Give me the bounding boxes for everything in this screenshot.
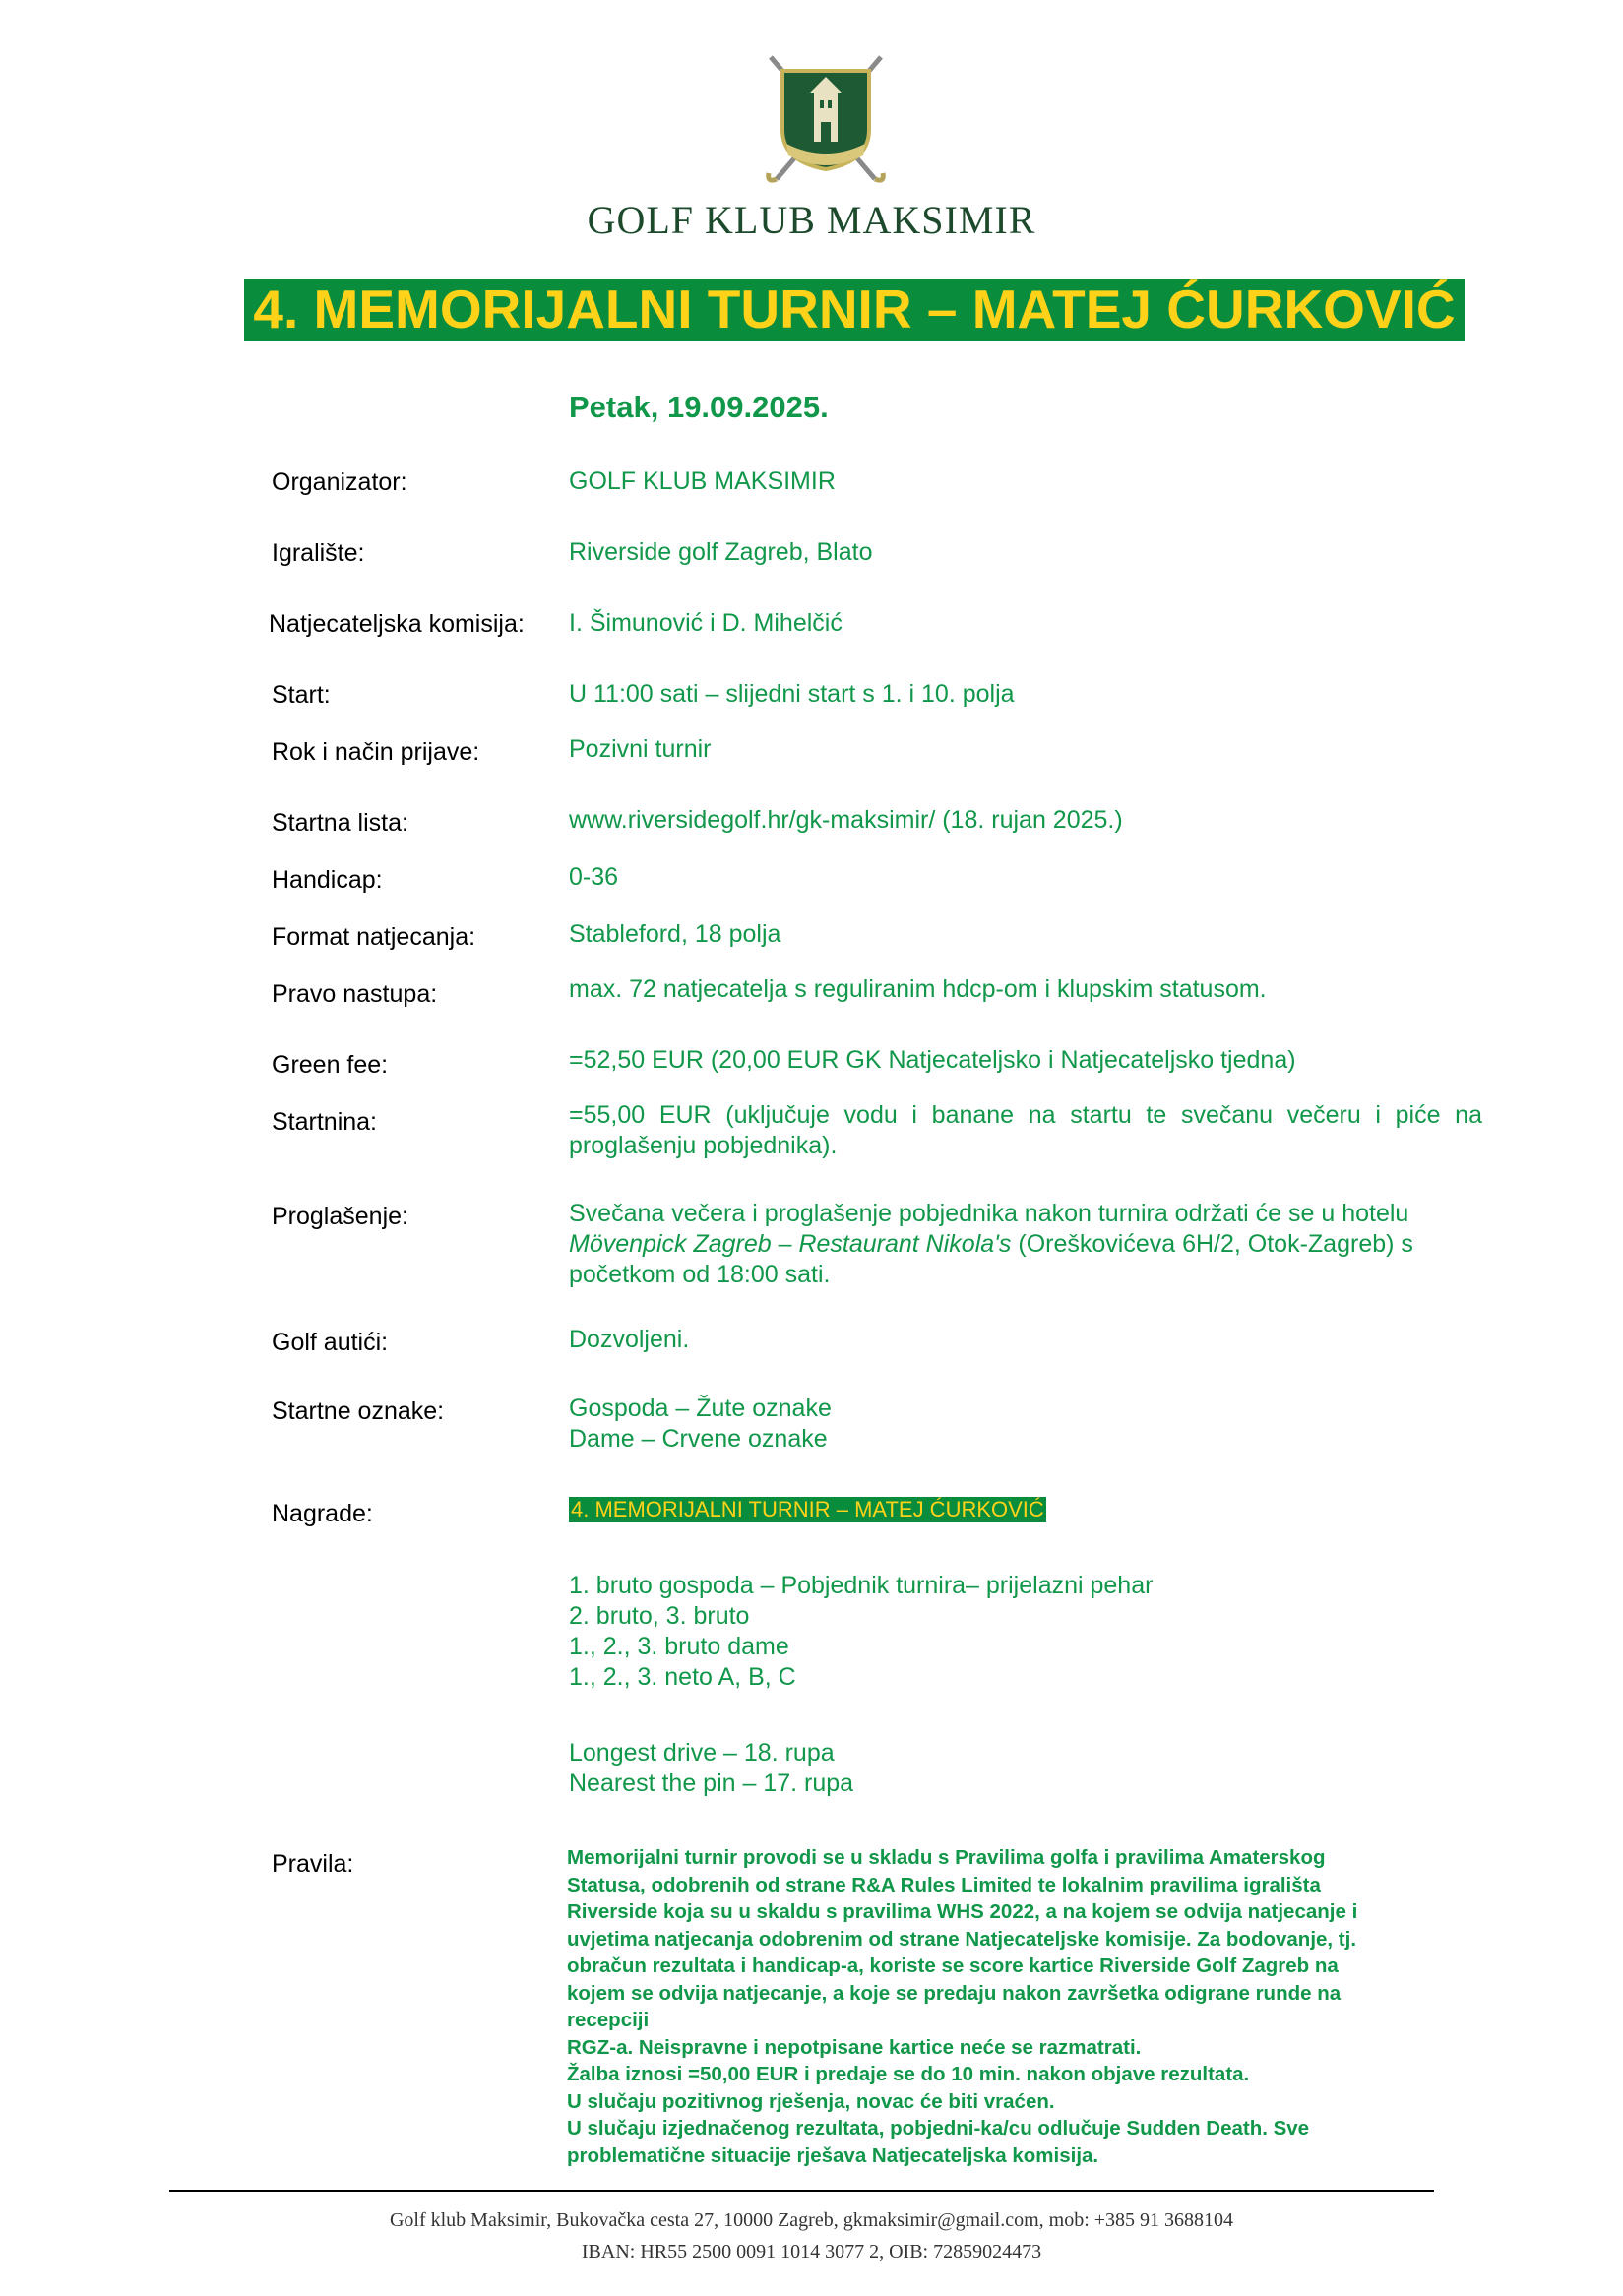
igraliste-label: Igralište: — [272, 539, 365, 567]
proglasenje-line: početkom od 18:00 sati. — [569, 1261, 831, 1288]
organizator-value: GOLF KLUB MAKSIMIR — [569, 467, 836, 495]
green-fee-label: Green fee: — [272, 1051, 389, 1079]
oznake-line: Gospoda – Žute oznake — [569, 1395, 832, 1422]
igraliste-value: Riverside golf Zagreb, Blato — [569, 538, 873, 566]
rule-line: problematične situacije rješava Natjecateljska komisija. — [567, 2143, 1099, 2167]
golf-club-crest-icon — [761, 53, 891, 191]
rule-line: Žalba iznosi =50,00 EUR i predaje se do 10 min. nakon objave rezultata. — [567, 2063, 1250, 2085]
autici-label: Golf autići: — [272, 1329, 389, 1356]
rule-line: Statusa, odobrenih od strane R&A Rules Limited te lokalnim pravilima igrališta — [567, 1873, 1321, 1896]
startnina-value: =55,00 EUR (uključuje vodu i banane na startu te svečanu večeru i piće na proglašenju pobjednika). — [569, 1101, 1482, 1159]
rule-line: RGZ-a. Neispravne i nepotpisane kartice neće se razmatrati. — [567, 2035, 1142, 2059]
pravila-text — [567, 1844, 1433, 2169]
rule-line: Memorijalni turnir provodi se u skladu s Pravilima golfa i pravilima Amaterskog — [567, 1846, 1326, 1869]
start-value: U 11:00 sati – slijedni start s 1. i 10. polja — [569, 680, 1015, 708]
rule-line: Riverside koja su u skaldu s pravilima WHS 2022, a na kojem se odvija natjecanje i — [567, 1900, 1358, 1923]
rule-line: recepciji — [567, 2009, 650, 2031]
rule-line: U slučaju pozitivnog rješenja, novac će biti vraćen. — [567, 2089, 1055, 2113]
prijava-value: Pozivni turnir — [569, 735, 712, 763]
rule-line: kojem se odvija natjecanje, a koje se predaju nakon završetka odigrane runde na — [567, 1981, 1342, 2005]
rule-line: obračun rezultata i handicap-a, koriste se score kartice Riverside Golf Zagreb na — [567, 1955, 1339, 1977]
prize-item: 1., 2., 3. neto A, B, C — [569, 1663, 796, 1691]
proglasenje-line — [569, 1229, 1413, 1260]
oznake-label: Startne oznake: — [272, 1397, 445, 1425]
venue-address: (Oreškovićeva 6H/2, Otok-Zagreb) s — [1011, 1230, 1413, 1258]
nagrade-label: Nagrade: — [272, 1500, 373, 1527]
proglasenje-value — [569, 1199, 1413, 1290]
handicap-value: 0-36 — [569, 863, 619, 891]
format-label: Format natjecanja: — [272, 923, 476, 951]
special-prize-item: Longest drive – 18. rupa — [569, 1739, 835, 1767]
pravo-value: max. 72 natjecatelja s reguliranim hdcp-om i klupskim statusom. — [569, 975, 1267, 1003]
proglasenje-line: Svečana večera i proglašenje pobjednika nakon turnira održati će se u hotelu — [569, 1200, 1409, 1227]
startna-lista-value: www.riversidegolf.hr/gk-maksimir/ (18. rujan 2025.) — [569, 806, 1123, 834]
start-label: Start: — [272, 681, 331, 709]
nagrade-badge: 4. MEMORIJALNI TURNIR – MATEJ ĆURKOVIĆ — [571, 1497, 1044, 1521]
prizes-list — [569, 1571, 1153, 1693]
footer-divider — [169, 2190, 1434, 2192]
oznake-line: Dame – Crvene oznake — [569, 1425, 828, 1453]
komisija-value: I. Šimunović i D. Mihelčić — [569, 609, 843, 637]
footer-contact: Golf klub Maksimir, Bukovačka cesta 27, 10000 Zagreb, gkmaksimir@gmail.com, mob: +385 91 3688104 — [389, 2209, 1234, 2231]
organizator-label: Organizator: — [272, 468, 407, 496]
pravo-label: Pravo nastupa: — [272, 980, 438, 1008]
special-prize-item: Nearest the pin – 17. rupa — [569, 1769, 854, 1797]
rule-line: U slučaju izjednačenog rezultata, pobjedni-ka/cu odlučuje Sudden Death. Sve — [567, 2117, 1310, 2140]
footer-bank: IBAN: HR55 2500 0091 1014 3077 2, OIB: 72859024473 — [581, 2241, 1042, 2263]
prize-item: 1. bruto gospoda – Pobjednik turnira– prijelazni pehar — [569, 1572, 1154, 1599]
venue-name: Mövenpick Zagreb – Restaurant Nikola's — [569, 1230, 1012, 1258]
tournament-title: 4. MEMORIJALNI TURNIR – MATEJ ĆURKOVIĆ — [244, 279, 1465, 341]
format-value: Stableford, 18 polja — [569, 920, 781, 948]
prijava-label: Rok i način prijave: — [272, 738, 480, 766]
rule-line: uvjetima natjecanja odobrenim od strane Natjecateljske komisije. Za bodovanje, tj. — [567, 1927, 1357, 1951]
special-prizes-list — [569, 1738, 853, 1799]
handicap-label: Handicap: — [272, 866, 383, 894]
tournament-date: Petak, 19.09.2025. — [569, 390, 829, 424]
prize-item: 1., 2., 3. bruto dame — [569, 1633, 789, 1660]
startnina-label: Startnina: — [272, 1108, 378, 1136]
startna-lista-label: Startna lista: — [272, 809, 408, 837]
autici-value: Dozvoljeni. — [569, 1326, 690, 1353]
club-name: GOLF KLUB MAKSIMIR — [587, 198, 1036, 242]
komisija-label: Natjecateljska komisija: — [269, 610, 525, 638]
proglasenje-label: Proglašenje: — [272, 1203, 408, 1230]
pravila-label: Pravila: — [272, 1850, 354, 1878]
oznake-value — [569, 1394, 832, 1455]
prize-item: 2. bruto, 3. bruto — [569, 1602, 750, 1630]
green-fee-value: =52,50 EUR (20,00 EUR GK Natjecateljsko i Natjecateljsko tjedna) — [569, 1046, 1296, 1074]
